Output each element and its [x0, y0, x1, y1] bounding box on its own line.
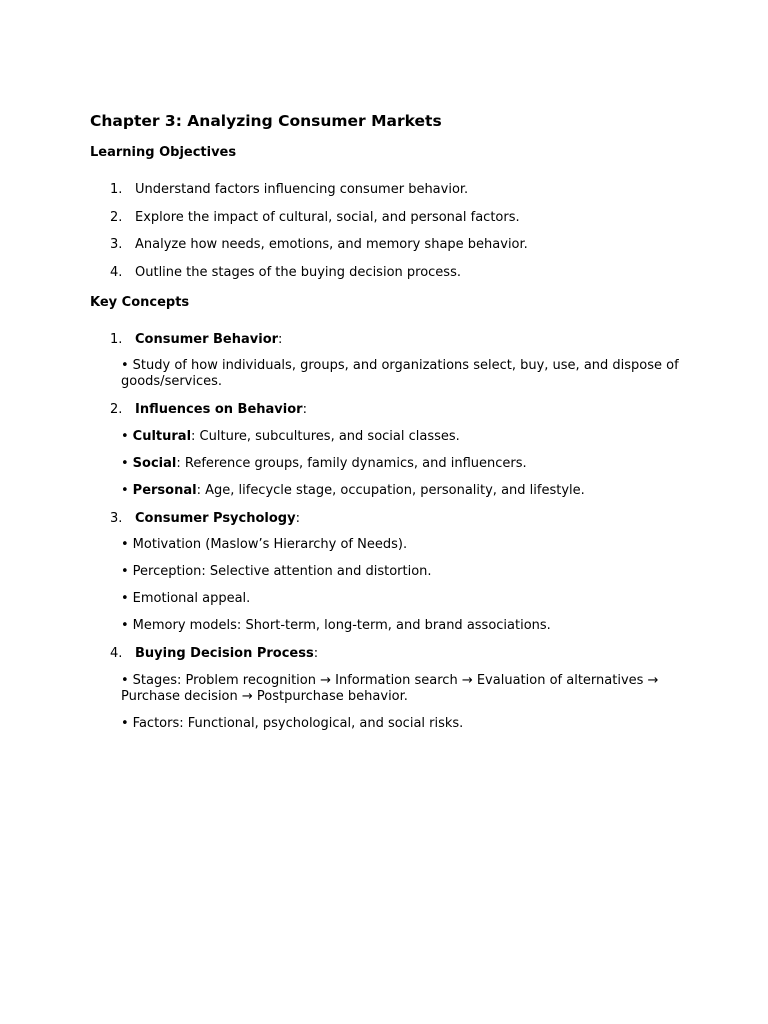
bullet-glyph: •	[121, 455, 129, 471]
concept-term: Consumer Behavior	[135, 331, 279, 347]
bullet-bold-term: Cultural	[132, 428, 192, 444]
objective-item	[90, 181, 690, 198]
concept-term: Influences on Behavior	[135, 402, 303, 417]
concept-item	[90, 401, 690, 418]
objective-item	[90, 264, 690, 281]
concept-bullet	[121, 591, 690, 607]
concept-bullet	[121, 716, 690, 732]
concept-number: 1.	[110, 331, 123, 347]
objective-text: Outline the stages of the buying decision process.	[135, 264, 461, 280]
concept-item	[90, 331, 690, 348]
concept-bullet	[121, 618, 690, 634]
bullet-glyph: •	[121, 672, 129, 688]
page-title: Chapter 3: Analyzing Consumer Markets	[90, 112, 442, 130]
bullet-glyph: •	[121, 715, 129, 731]
bullet-text: Study of how individuals, groups, and organizations select, buy, use, and dispose of goods/services.	[121, 358, 679, 389]
bullet-glyph: •	[121, 618, 129, 633]
concept-item	[90, 510, 690, 527]
objective-number: 3.	[110, 237, 123, 252]
bullet-text: Emotional appeal.	[132, 591, 251, 606]
concept-term-suffix: :	[278, 331, 283, 347]
concept-item	[90, 645, 690, 662]
concept-bullet	[121, 564, 690, 580]
bullet-glyph: •	[121, 591, 129, 606]
concept-number: 3.	[110, 510, 123, 526]
objective-text: Explore the impact of cultural, social, and personal factors.	[135, 209, 520, 225]
concept-term: Consumer Psychology	[135, 510, 296, 526]
document-page	[90, 110, 690, 743]
concept-term-suffix: :	[295, 510, 300, 526]
concept-bullet	[121, 429, 690, 445]
key-concepts-list	[90, 331, 690, 732]
bullet-text: : Reference groups, family dynamics, and influencers.	[176, 455, 527, 471]
bullet-bold-term: Social	[132, 455, 177, 471]
concept-term-suffix: :	[313, 646, 319, 661]
bullet-text: : Age, lifecycle stage, occupation, personality, and lifestyle.	[196, 482, 585, 498]
objective-item	[90, 236, 690, 253]
concept-bullet	[121, 456, 690, 472]
concept-bullet	[121, 537, 690, 553]
bullet-bold-term: Personal	[132, 482, 197, 498]
concept-number: 4.	[110, 646, 123, 661]
bullet-glyph: •	[121, 482, 129, 498]
objective-number: 1.	[110, 182, 123, 197]
bullet-glyph: •	[121, 428, 129, 444]
objective-text: Understand factors influencing consumer behavior.	[135, 182, 469, 197]
objective-number: 2.	[110, 209, 123, 225]
bullet-text: Factors: Functional, psychological, and social risks.	[132, 715, 464, 731]
objective-number: 4.	[110, 264, 123, 280]
bullet-glyph: •	[121, 564, 129, 579]
bullet-text: Motivation (Maslow’s Hierarchy of Needs).	[132, 537, 408, 552]
key-concepts-heading: Key Concepts	[90, 294, 190, 310]
bullet-text: Stages: Problem recognition → Information search → Evaluation of alternatives → Purchase decision → Postpurchase behavior.	[121, 672, 659, 704]
bullet-text: Perception: Selective attention and distortion.	[132, 564, 432, 579]
concept-bullet	[121, 673, 690, 705]
bullet-text: : Culture, subcultures, and social classes.	[191, 428, 460, 444]
concept-number: 2.	[110, 402, 123, 417]
objective-text: Analyze how needs, emotions, and memory shape behavior.	[135, 237, 528, 252]
concept-bullet	[121, 483, 690, 499]
concept-bullet	[121, 358, 690, 390]
learning-objectives-heading: Learning Objectives	[90, 145, 237, 160]
bullet-glyph: •	[121, 358, 129, 373]
concept-term-suffix: :	[302, 402, 307, 417]
bullet-glyph: •	[121, 537, 129, 552]
bullet-text: Memory models: Short-term, long-term, and brand associations.	[132, 618, 551, 633]
objective-item	[90, 209, 690, 226]
learning-objectives-list	[90, 181, 690, 281]
concept-term: Buying Decision Process	[135, 646, 314, 661]
